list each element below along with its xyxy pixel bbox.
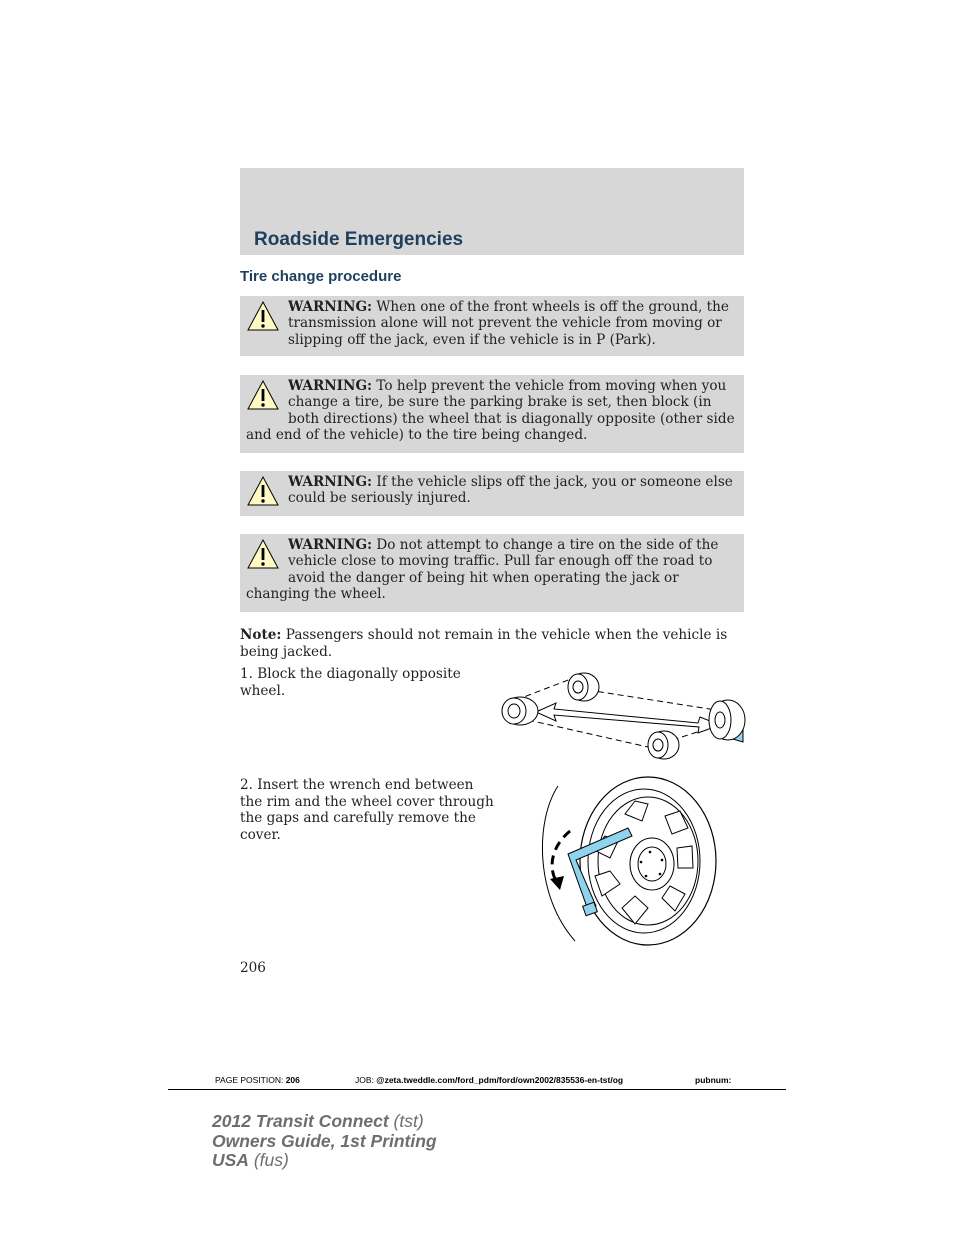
section-header-bar	[240, 168, 744, 255]
warning-triangle-icon	[246, 538, 280, 570]
footer-job: JOB: @zeta.tweddle.com/ford_pdm/ford/own2002/835536-en-tst/og	[355, 1075, 624, 1085]
edition-info: 2012 Transit Connect (tst) Owners Guide, 1st Printing USA (fus)	[212, 1111, 437, 1170]
footer-pubnum: pubnum:	[695, 1075, 732, 1085]
warning-triangle-icon	[246, 379, 280, 411]
warning-box	[240, 296, 744, 356]
warning-label: WARNING:	[288, 474, 373, 490]
note-label: Note:	[240, 627, 282, 643]
block-wheel-illustration	[498, 665, 748, 775]
warning-box	[240, 534, 744, 612]
warning-triangle-icon	[246, 300, 280, 332]
warning-box	[240, 375, 744, 453]
section-title: Tire change procedure	[240, 268, 402, 285]
warning-text: If the vehicle slips off the jack, you or someone else could be seriously injured.	[288, 474, 733, 507]
warning-box	[240, 471, 744, 516]
wheel-icon	[502, 697, 538, 725]
warning-label: WARNING:	[288, 537, 373, 553]
step-2-text: 2. Insert the wrench end between the rim and the wheel cover through the gaps and carefully remove the cover.	[240, 777, 494, 843]
warning-label: WARNING:	[288, 378, 373, 394]
step-1-text: 1. Block the diagonally opposite wheel.	[240, 666, 461, 699]
warning-triangle-icon	[246, 475, 280, 507]
note-paragraph	[240, 627, 740, 660]
warning-label: WARNING:	[288, 299, 373, 315]
warning-text: Do not attempt to change a tire on the side of the vehicle close to moving traffic. Pull far enough off the road to avoid the danger of being hit when operating the jack or changing the wheel.	[246, 537, 719, 602]
wheel-cover-removal-illustration	[530, 776, 720, 946]
footer-page-position: PAGE POSITION: 206	[215, 1075, 300, 1085]
page-title: Roadside Emergencies	[254, 229, 464, 250]
warning-text: To help prevent the vehicle from moving when you change a tire, be sure the parking brake is set, then block (in both directions) the wheel that is diagonally opposite (other side and end of the vehicle) to the tire being changed.	[246, 378, 735, 443]
note-text: Passengers should not remain in the vehicle when the vehicle is being jacked.	[240, 627, 728, 660]
page-number: 206	[240, 960, 266, 976]
warning-text: When one of the front wheels is off the ground, the transmission alone will not prevent the vehicle from moving or slipping off the jack, even if the vehicle is in P (Park).	[288, 299, 729, 348]
footer-divider	[168, 1089, 786, 1090]
